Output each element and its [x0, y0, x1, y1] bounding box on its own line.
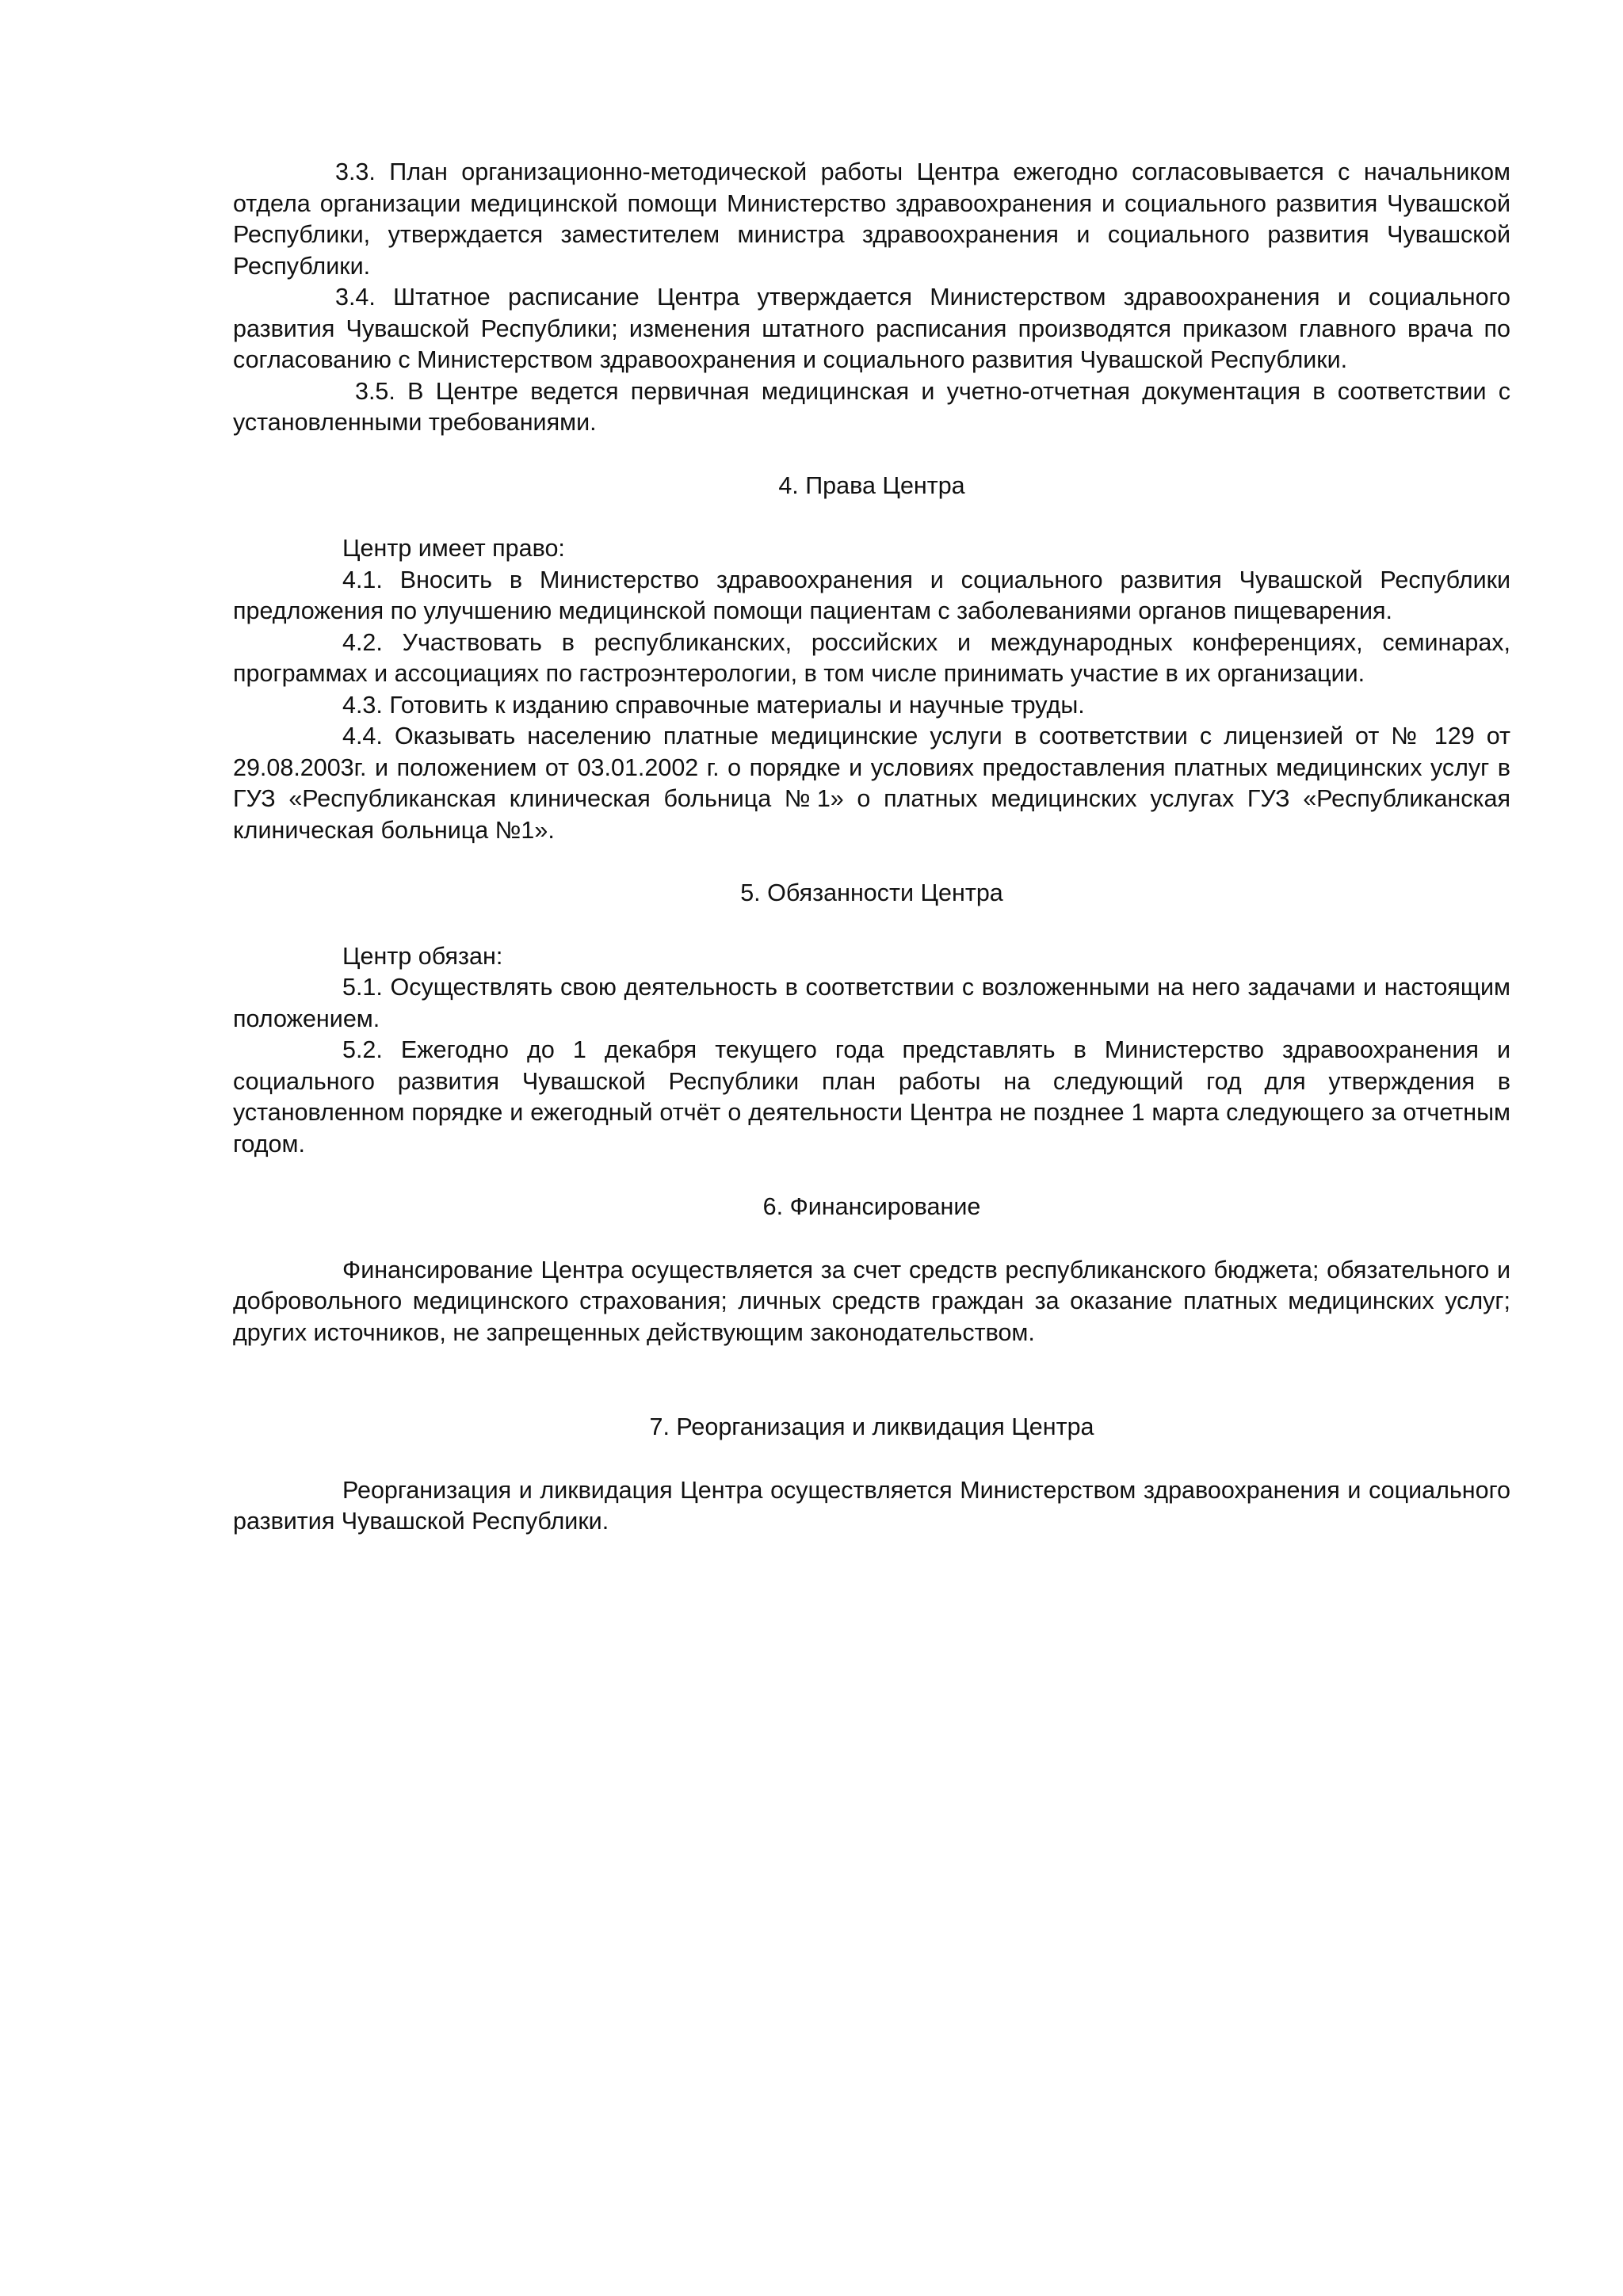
paragraph-3-3: 3.3. План организационно-методической работы Центра ежегодно согласовывается с начальником отдела организации медицинской помощи Министерство здравоохранения и социального развития Чувашской Республики, утверждается заместителем министра здравоохранения и социального развития Чувашской Республики. [233, 158, 1510, 280]
spacer [233, 1160, 1510, 1192]
paragraph-3-4: 3.4. Штатное расписание Центра утверждается Министерством здравоохранения и социального развития Чувашской Республики; изменения штатного расписания производятся приказом главного врача по согласованию с Министерством здравоохранения и социального развития Чувашской Республики. [233, 284, 1510, 373]
paragraph-4-3: 4.3. Готовить к изданию справочные материалы и научные труды. [342, 691, 1085, 719]
spacer [233, 1223, 1510, 1255]
spacer [233, 846, 1510, 878]
paragraph-4-2: 4.2. Участвовать в республиканских, российских и международных конференциях, семинарах, программах и ассоциациях по гастроэнтерологии, в том числе принимать участие в их организации. [233, 628, 1510, 687]
spacer [233, 1444, 1510, 1475]
section-5-heading: 5. Обязанности Центра [740, 879, 1003, 906]
paragraph-4-1: 4.1. Вносить в Министерство здравоохранения и социального развития Чувашской Республики предложения по улучшению медицинской помощи пациентам с заболеваниями органов пищеварения. [233, 566, 1510, 624]
paragraph-4-4: 4.4. Оказывать населению платные медицинские услуги в соответствии с лицензией от № 129 от 29.08.2003г. и положением от 03.01.2002 г. о порядке и условиях предоставления платных медицинских услуг в ГУЗ «Республиканская клиническая больница №1» о платных медицинских услугах ГУЗ «Республиканская клиническая больница №1». [233, 723, 1510, 844]
spacer [233, 910, 1510, 941]
section-4-intro: Центр имеет право: [342, 535, 565, 562]
spacer [233, 1348, 1510, 1412]
section-6-heading: 6. Финансирование [762, 1193, 981, 1220]
section-6-text: Финансирование Центра осуществляется за счет средств республиканского бюджета; обязательного и добровольного медицинского страхования; личных средств граждан за оказание платных медицинских услуг; других источников, не запрещенных действующим законодательством. [233, 1256, 1510, 1346]
spacer [233, 502, 1510, 533]
section-5-intro: Центр обязан: [342, 942, 503, 970]
paragraph-5-2: 5.2. Ежегодно до 1 декабря текущего года представлять в Министерство здравоохранения и социального развития Чувашской Республики план работы на следующий год для утверждения в установленном порядке и ежегодный отчёт о деятельности Центра не позднее 1 марта следующего за отчетным годом. [233, 1036, 1510, 1158]
section-7-text: Реорганизация и ликвидация Центра осуществляется Министерством здравоохранения и социального развития Чувашской Республики. [233, 1476, 1510, 1535]
paragraph-5-1: 5.1. Осуществлять свою деятельность в соответствии с возложенными на него задачами и настоящим положением. [233, 974, 1510, 1032]
paragraph-3-5: 3.5. В Центре ведется первичная медицинская и учетно-отчетная документация в соответствии с установленными требованиями. [233, 377, 1510, 436]
spacer [233, 439, 1510, 471]
document-body [233, 157, 1510, 1538]
section-7-heading: 7. Реорганизация и ликвидация Центра [649, 1413, 1094, 1440]
section-4-heading: 4. Права Центра [778, 471, 965, 499]
